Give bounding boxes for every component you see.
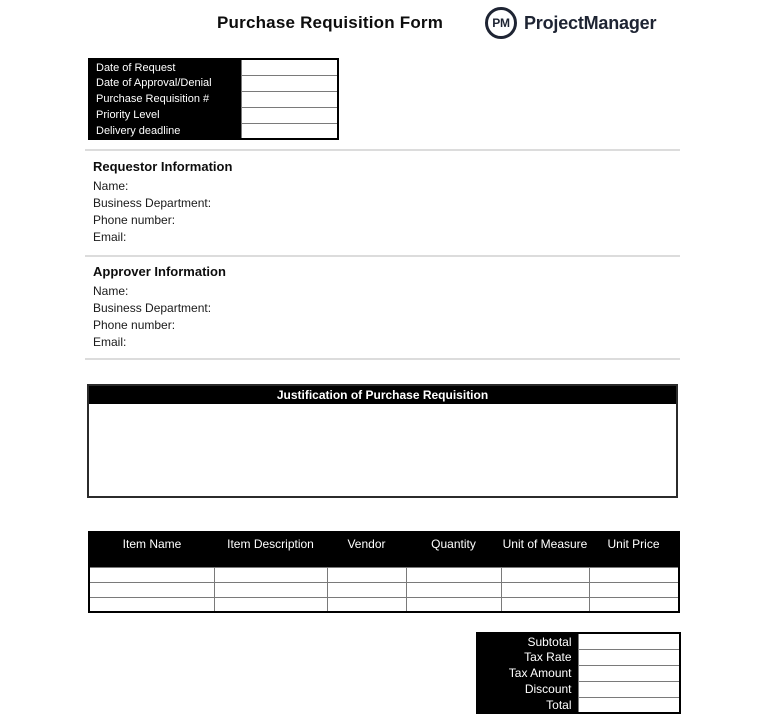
table-row [89, 123, 338, 139]
delivery-deadline-field[interactable] [241, 123, 338, 139]
item-name-header: Item Name [89, 532, 214, 567]
tax-amount-label: Tax Amount [477, 665, 578, 681]
table-row [89, 91, 338, 107]
vendor-header: Vendor [327, 532, 406, 567]
purchase-requisition-number-field[interactable] [241, 91, 338, 107]
item-row [89, 567, 679, 582]
item-description-cell[interactable] [214, 582, 327, 597]
unit-price-cell[interactable] [589, 597, 679, 612]
justification-heading: Justification of Purchase Requisition [89, 386, 676, 404]
item-description-cell[interactable] [214, 567, 327, 582]
approver-email-label: Email: [93, 335, 127, 349]
table-row [89, 107, 338, 123]
priority-level-field[interactable] [241, 107, 338, 123]
page-title: Purchase Requisition Form [217, 13, 444, 32]
total-label: Total [477, 697, 578, 713]
tax-rate-label: Tax Rate [477, 649, 578, 665]
table-row [89, 75, 338, 91]
unit-of-measure-cell[interactable] [501, 567, 589, 582]
table-row [477, 681, 680, 697]
approver-information-section [93, 264, 653, 351]
priority-level-label: Priority Level [89, 107, 241, 123]
table-row [477, 665, 680, 681]
date-of-approval-label: Date of Approval/Denial [89, 75, 241, 91]
subtotal-label: Subtotal [477, 633, 578, 649]
requestor-information-section [93, 159, 653, 246]
logo-wordmark: ProjectManager [524, 12, 657, 33]
discount-field[interactable] [578, 681, 680, 697]
item-description-header: Item Description [214, 532, 327, 567]
tax-rate-field[interactable] [578, 649, 680, 665]
table-row [477, 633, 680, 649]
approver-department-label: Business Department: [93, 301, 212, 315]
unit-price-header: Unit Price [589, 532, 679, 567]
approver-phone-label: Phone number: [93, 318, 176, 332]
vendor-cell[interactable] [327, 597, 406, 612]
item-name-cell[interactable] [89, 567, 214, 582]
requestor-email-label: Email: [93, 230, 127, 244]
unit-of-measure-cell[interactable] [501, 582, 589, 597]
approver-information-heading: Approver Information [93, 264, 226, 279]
requestor-phone-label: Phone number: [93, 213, 176, 227]
items-header-row [89, 532, 679, 567]
date-of-request-field[interactable] [241, 59, 338, 75]
line-items-table [88, 531, 680, 613]
tax-amount-field[interactable] [578, 665, 680, 681]
item-name-cell[interactable] [89, 582, 214, 597]
approver-name-label: Name: [93, 284, 129, 298]
justification-block [87, 384, 678, 498]
table-row [477, 649, 680, 665]
totals-table [476, 632, 681, 714]
total-field[interactable] [578, 697, 680, 713]
vendor-cell[interactable] [327, 582, 406, 597]
section-divider [85, 255, 680, 257]
quantity-cell[interactable] [406, 567, 501, 582]
item-row [89, 597, 679, 612]
quantity-cell[interactable] [406, 597, 501, 612]
section-divider [85, 358, 680, 360]
item-row [89, 582, 679, 597]
unit-price-cell[interactable] [589, 582, 679, 597]
delivery-deadline-label: Delivery deadline [89, 123, 241, 139]
quantity-cell[interactable] [406, 582, 501, 597]
requestor-name-label: Name: [93, 179, 129, 193]
table-row [89, 59, 338, 75]
requestor-department-label: Business Department: [93, 196, 212, 210]
unit-price-cell[interactable] [589, 567, 679, 582]
unit-of-measure-header: Unit of Measure [501, 532, 589, 567]
pm-monogram-icon: PM [485, 7, 517, 39]
item-name-cell[interactable] [89, 597, 214, 612]
section-divider [85, 149, 680, 151]
discount-label: Discount [477, 681, 578, 697]
purchase-requisition-number-label: Purchase Requisition # [89, 91, 241, 107]
unit-of-measure-cell[interactable] [501, 597, 589, 612]
date-of-approval-field[interactable] [241, 75, 338, 91]
vendor-cell[interactable] [327, 567, 406, 582]
subtotal-field[interactable] [578, 633, 680, 649]
projectmanager-logo [485, 7, 656, 39]
date-of-request-label: Date of Request [89, 59, 241, 75]
item-description-cell[interactable] [214, 597, 327, 612]
quantity-header: Quantity [406, 532, 501, 567]
justification-text-area[interactable] [89, 404, 676, 496]
requestor-information-heading: Requestor Information [93, 159, 233, 174]
request-info-table [88, 58, 339, 140]
table-row [477, 697, 680, 713]
